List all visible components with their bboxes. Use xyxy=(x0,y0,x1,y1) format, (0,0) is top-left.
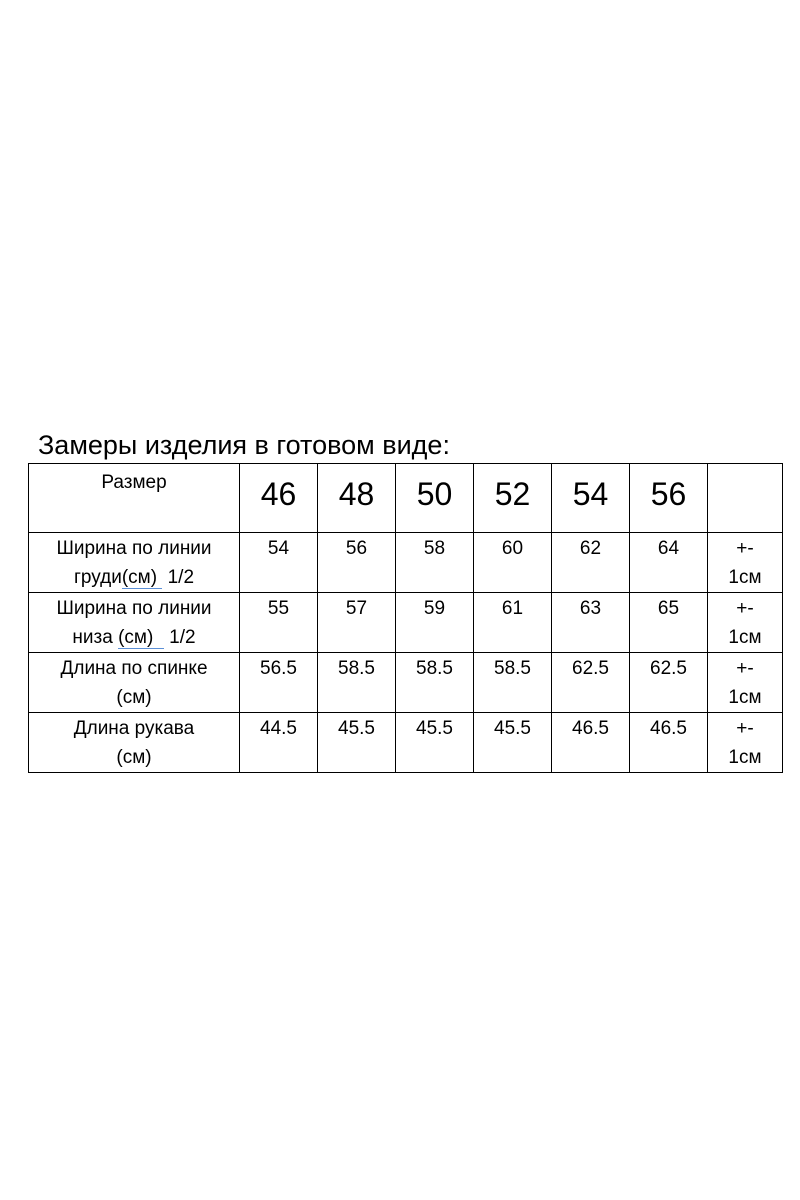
page-title: Замеры изделия в готовом виде: xyxy=(38,430,450,460)
row-label-unit: (см) xyxy=(118,627,154,648)
value-cell: 44.5 xyxy=(240,713,318,773)
tolerance-value: 1см xyxy=(728,687,762,708)
size-chart-table xyxy=(28,463,783,773)
tolerance-value: 1см xyxy=(728,747,762,768)
value-cell: 58 xyxy=(396,533,474,593)
table-row xyxy=(29,653,783,713)
value-cell: 65 xyxy=(630,593,708,653)
value-cell: 60 xyxy=(474,533,552,593)
tolerance-sign: +- xyxy=(736,538,754,559)
value-cell: 64 xyxy=(630,533,708,593)
table-row xyxy=(29,533,783,593)
size-header-54: 54 xyxy=(552,464,630,533)
size-header-56: 56 xyxy=(630,464,708,533)
row-label-hem-width xyxy=(29,593,240,653)
header-size-label: Размер xyxy=(29,464,240,533)
value-cell: 54 xyxy=(240,533,318,593)
value-cell: 62.5 xyxy=(552,653,630,713)
tolerance-sign: +- xyxy=(736,658,754,679)
tolerance-value: 1см xyxy=(728,567,762,588)
value-cell: 46.5 xyxy=(630,713,708,773)
row-label-sleeve-length xyxy=(29,713,240,773)
table-row xyxy=(29,593,783,653)
tolerance-cell xyxy=(708,713,783,773)
row-label-back-length xyxy=(29,653,240,713)
row-label-line xyxy=(29,563,239,592)
row-label-line: Ширина по линии xyxy=(56,598,212,619)
row-label-part: груди xyxy=(73,567,122,588)
tolerance-cell xyxy=(708,653,783,713)
value-cell: 57 xyxy=(318,593,396,653)
value-cell: 61 xyxy=(474,593,552,653)
table-header-row xyxy=(29,464,783,533)
size-header-48: 48 xyxy=(318,464,396,533)
row-label-fraction: 1/2 xyxy=(167,567,195,588)
row-label-line xyxy=(29,623,239,652)
tolerance-value: 1см xyxy=(728,627,762,648)
value-cell: 58.5 xyxy=(318,653,396,713)
value-cell: 56.5 xyxy=(240,653,318,713)
value-cell: 62.5 xyxy=(630,653,708,713)
table-row xyxy=(29,713,783,773)
value-cell: 63 xyxy=(552,593,630,653)
value-cell: 45.5 xyxy=(474,713,552,773)
value-cell: 58.5 xyxy=(396,653,474,713)
row-label-fraction: 1/2 xyxy=(169,627,196,648)
row-label-line: Длина рукава xyxy=(73,718,195,739)
row-label-line: Ширина по линии xyxy=(56,538,212,559)
size-header-52: 52 xyxy=(474,464,552,533)
value-cell: 58.5 xyxy=(474,653,552,713)
value-cell: 45.5 xyxy=(396,713,474,773)
tolerance-cell xyxy=(708,593,783,653)
tolerance-sign: +- xyxy=(736,598,754,619)
tolerance-sign: +- xyxy=(736,718,754,739)
row-label-line: (см) xyxy=(116,747,152,768)
size-header-50: 50 xyxy=(396,464,474,533)
row-label-chest-width xyxy=(29,533,240,593)
value-cell: 62 xyxy=(552,533,630,593)
value-cell: 46.5 xyxy=(552,713,630,773)
row-label-line: (см) xyxy=(116,687,152,708)
size-header-46: 46 xyxy=(240,464,318,533)
row-label-line: Длина по спинке xyxy=(60,658,208,679)
tolerance-header-empty xyxy=(708,464,783,533)
row-label-part: низа xyxy=(72,627,113,648)
tolerance-cell xyxy=(708,533,783,593)
row-label-unit: (см) xyxy=(121,567,158,588)
value-cell: 55 xyxy=(240,593,318,653)
value-cell: 56 xyxy=(318,533,396,593)
value-cell: 45.5 xyxy=(318,713,396,773)
value-cell: 59 xyxy=(396,593,474,653)
